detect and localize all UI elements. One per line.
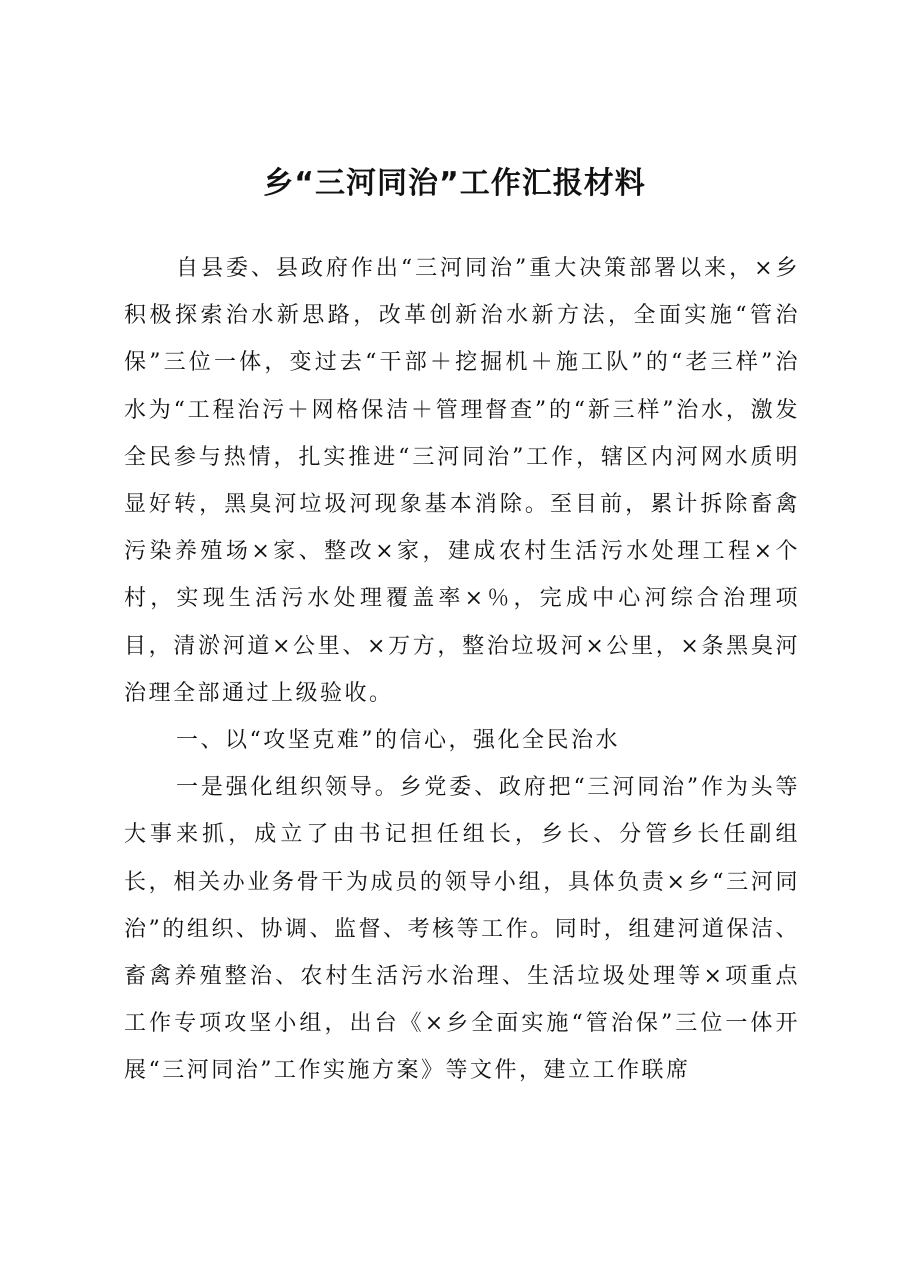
body-paragraph: 一是强化组织领导。乡党委、政府把“三河同治”作为头等大事来抓，成立了由书记担任组长，乡长、分管乡长任副组长，相关办业务骨干为成员的领导小组，具体负责×乡“三河同治”的组织、协调、监督、考核等工作。同时，组建河道保洁、畜禽养殖整治、农村生活污水治理、生活垃圾处理等×项重点工作专项攻坚小组，出台《×乡全面实施“管治保”三位一体开展“三河同治”工作实施方案》等文件，建立工作联席 bbox=[124, 775, 800, 1084]
document-title: 乡“三河同治”工作汇报材料 bbox=[263, 166, 646, 201]
section-heading: 一、以“攻坚克难”的信心，强化全民治水 bbox=[176, 728, 620, 754]
intro-paragraph: 自县委、县政府作出“三河同治”重大决策部署以来，×乡积极探索治水新思路，改革创新治水新方法，全面实施“管治保”三位一体，变过去“干部＋挖掘机＋施工队”的“老三样”治水为“工程治污＋网格保洁＋管理督查”的“新三样”治水，激发全民参与热情，扎实推进“三河同治”工作，辖区内河网水质明显好转，黑臭河垃圾河现象基本消除。至目前，累计拆除畜禽污染养殖场×家、整改×家，建成农村生活污水处理工程×个村，实现生活污水处理覆盖率×％，完成中心河综合治理项目，清淤河道×公里、×万方，整治垃圾河×公里，×条黑臭河治理全部通过上级验收。 bbox=[124, 256, 800, 706]
document-body bbox=[124, 245, 800, 1095]
